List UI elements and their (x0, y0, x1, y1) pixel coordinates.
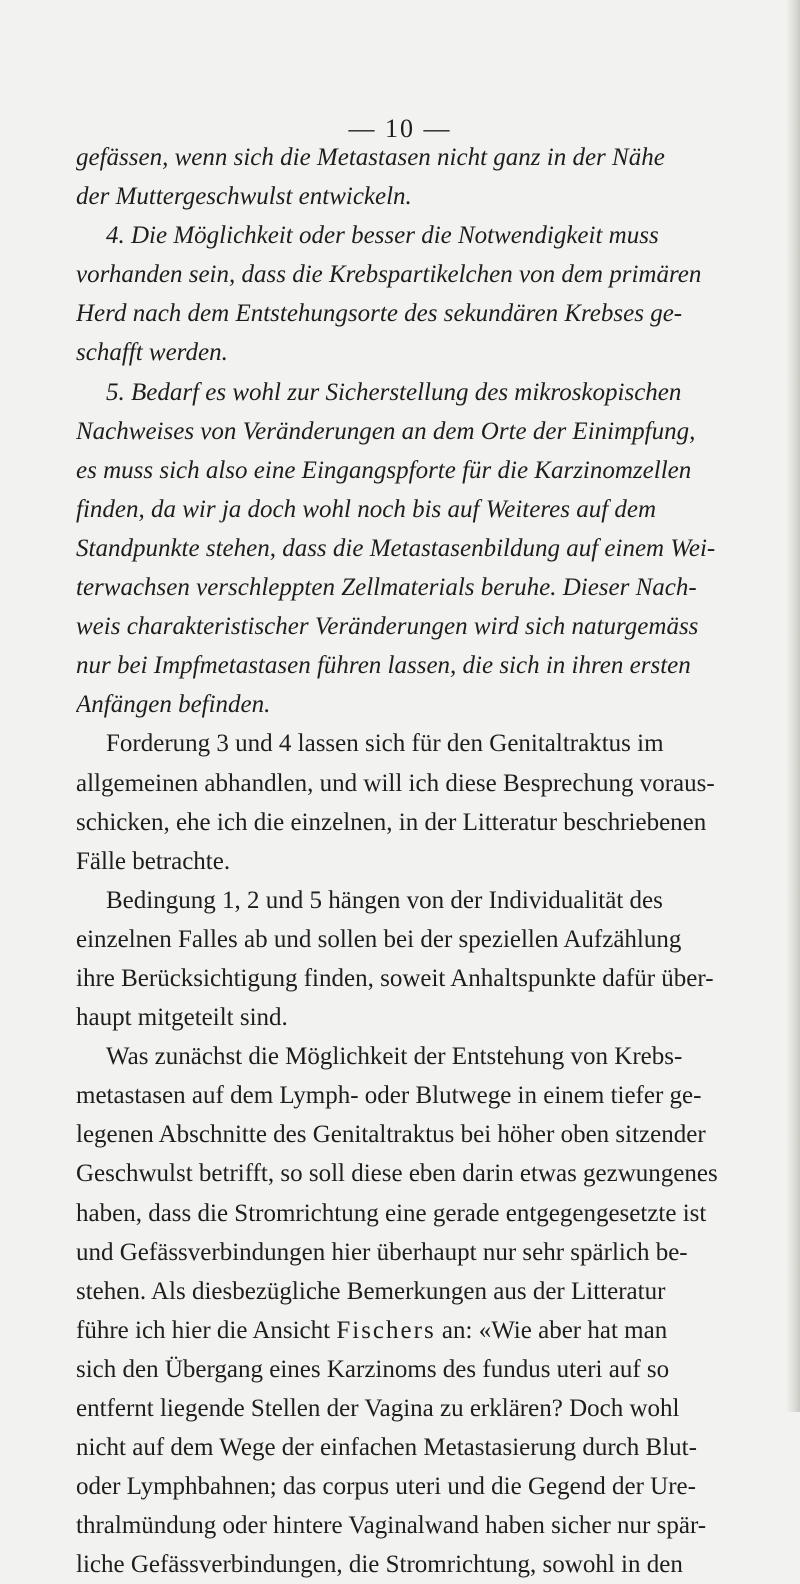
text-line: legenen Abschnitte des Genitaltraktus bei höher oben sitzender (76, 1121, 706, 1149)
text-line: Forderung 3 und 4 lassen sich für den Genitaltraktus im (106, 730, 664, 758)
body-text (76, 138, 782, 1584)
text-line: oder Lymphbahnen; das corpus uteri und die Gegend der Ure- (76, 1473, 696, 1501)
text-line: Herd nach dem Entstehungsorte des sekundären Krebses ge- (76, 300, 683, 328)
text-line: terwachsen verschleppten Zellmaterials beruhe. Dieser Nach- (76, 574, 697, 602)
text-line: finden, da wir ja doch wohl noch bis auf Weiteres auf dem (76, 495, 657, 523)
text-line: 4. Die Möglichkeit oder besser die Notwendigkeit muss (106, 222, 659, 250)
text-line: schicken, ehe ich die einzelnen, in der Litteratur beschriebenen (76, 808, 707, 836)
text-line: ihre Berücksichtigung finden, soweit Anhaltspunkte dafür über- (76, 964, 714, 992)
text-line: vorhanden sein, dass die Krebspartikelchen von dem primären (76, 261, 702, 289)
text-line: haben, dass die Stromrichtung eine gerade entgegengesetzte ist (76, 1199, 707, 1227)
text-line: 5. Bedarf es wohl zur Sicherstellung des mikroskopischen (106, 378, 682, 406)
page-edge-shadow (786, 0, 800, 1412)
text-line: einzelnen Falles ab und sollen bei der speziellen Aufzählung (76, 925, 682, 953)
text-line: und Gefässverbindungen hier überhaupt nur sehr spärlich be- (76, 1238, 688, 1266)
text-line: liche Gefässverbindungen, die Stromrichtung, sowohl in den (76, 1551, 683, 1579)
text-line: metastasen auf dem Lymph- oder Blutwege in einem tiefer ge- (76, 1082, 702, 1110)
text-line: thralmündung oder hintere Vaginalwand haben sicher nur spär- (76, 1512, 707, 1540)
text-line: nicht auf dem Wege der einfachen Metastasierung durch Blut- (76, 1434, 697, 1462)
author-name: Fischers (336, 1316, 436, 1344)
text-line: Standpunkte stehen, dass die Metastasenbildung auf einem Wei- (76, 534, 716, 562)
text-line: gefässen, wenn sich die Metastasen nicht ganz in der Nähe (76, 144, 665, 171)
text-line: Geschwulst betrifft, so soll diese eben darin etwas gezwungenes (76, 1160, 718, 1188)
text-line: Bedingung 1, 2 und 5 hängen von der Individualität des (106, 886, 663, 914)
text-line: entfernt liegende Stellen der Vagina zu erklären? Doch wohl (76, 1395, 680, 1422)
text-line: Fälle betrachte. (76, 847, 231, 875)
text-line: haupt mitgeteilt sind. (76, 1004, 288, 1032)
text-line: Nachweises von Veränderungen an dem Orte der Einimpfung, (76, 417, 696, 445)
text-line (76, 1311, 782, 1350)
text-run: führe ich hier die Ansicht (76, 1316, 337, 1344)
text-line: allgemeinen abhandlen, und will ich diese Besprechung voraus- (76, 769, 715, 797)
text-run: an: «Wie aber hat man (435, 1316, 668, 1344)
text-line: sich den Übergang eines Karzinoms des fundus uteri auf so (76, 1355, 670, 1383)
text-line: schafft werden. (76, 339, 228, 367)
text-line: der Muttergeschwulst entwickeln. (76, 183, 412, 211)
text-line: Anfängen befinden. (76, 691, 271, 719)
text-line: stehen. Als diesbezügliche Bemerkungen aus der Litteratur (76, 1277, 666, 1305)
text-line: nur bei Impfmetastasen führen lassen, die sich in ihren ersten (76, 652, 691, 680)
text-line: Was zunächst die Möglichkeit der Entstehung von Krebs- (106, 1043, 683, 1071)
text-line: es muss sich also eine Eingangspforte für die Karzinomzellen (76, 456, 692, 484)
page-number: — 10 — (348, 114, 452, 143)
text-line: weis charakteristischer Veränderungen wird sich naturgemäss (76, 613, 699, 641)
